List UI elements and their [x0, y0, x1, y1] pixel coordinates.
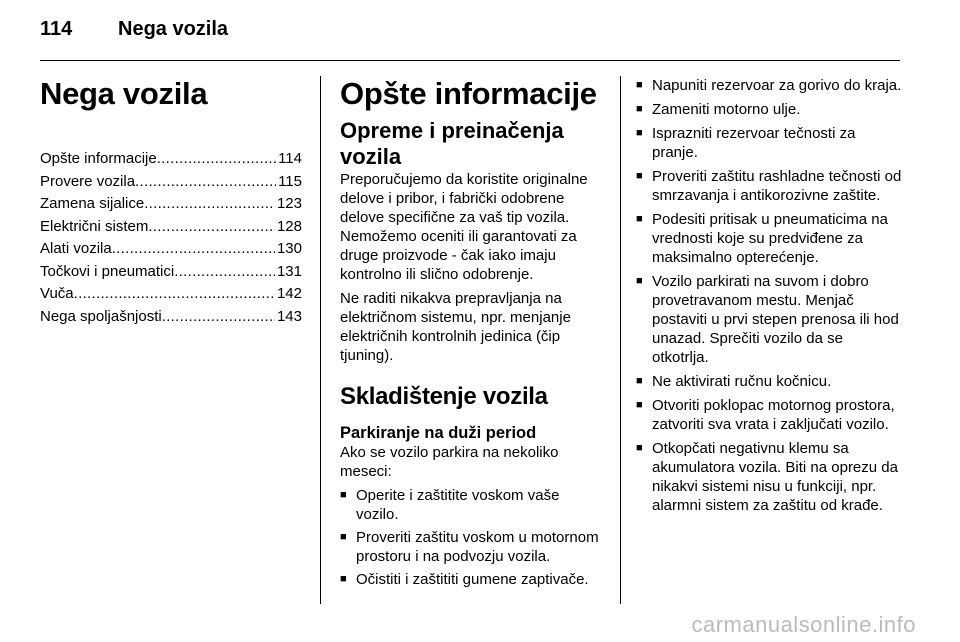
toc-leader: [112, 238, 275, 261]
toc-label: Provere vozila: [40, 172, 136, 190]
list-item: ■ Isprazniti rezervoar tečnosti za pranje.: [636, 124, 902, 162]
toc-label: Nega spoljašnjosti: [40, 307, 162, 325]
list-item: ■ Ne aktivirati ručnu kočnicu.: [636, 372, 902, 391]
general-info-column: [340, 76, 604, 593]
paragraph-electrical: Ne raditi nikakva prepravljanja na električnom sistemu, npr. menjanje električnih kontrolnih jedinica (čip tjuning).: [340, 290, 571, 364]
header-rule: [40, 60, 900, 61]
toc-leader: [157, 148, 276, 171]
list-item: ■ Proveriti zaštitu rashladne tečnosti od smrzavanja i antikorozivne zaštite.: [636, 167, 902, 205]
table-of-contents: [40, 148, 302, 328]
toc-page: 143: [276, 307, 302, 325]
storage-list: [340, 486, 604, 589]
list-item: ■ Vozilo parkirati na suvom i dobro provetravanom mestu. Menjač postaviti u prvi stepen prenosa ili hod unazad. Sprečiti vozilo da se otkotrlja.: [636, 272, 902, 367]
toc-entry[interactable]: [40, 171, 302, 194]
toc-page: 130: [276, 240, 302, 257]
list-item: ■ Očistiti i zaštititi gumene zaptivače.: [340, 570, 604, 589]
watermark: carmanualsonline.info: [691, 612, 916, 637]
list-item: ■ Operite i zaštitite voskom vaše vozilo.: [340, 486, 604, 524]
subsection-title-long-parking: Parkiranje na duži period: [340, 424, 537, 442]
toc-label: Vuča: [40, 285, 74, 302]
toc-leader: [148, 216, 275, 239]
toc-entry[interactable]: [40, 283, 302, 306]
toc-leader: [174, 261, 275, 284]
storage-list-column: [636, 76, 902, 520]
list-item: ■ Napuniti rezervoar za gorivo do kraja.: [636, 76, 902, 95]
toc-entry[interactable]: [40, 261, 302, 284]
toc-leader: [135, 171, 276, 194]
toc-entry[interactable]: [40, 306, 302, 329]
page-number: 114: [40, 18, 73, 40]
list-item: ■ Otkopčati negativnu klemu sa akumulatora vozila. Biti na oprezu da nikakvi sistemi nisu u funkciji, npr. alarmni sistem za zaštitu od krađe.: [636, 439, 902, 515]
toc-label: Točkovi i pneumatici: [40, 262, 175, 280]
list-item: ■ Proveriti zaštitu voskom u motornom prostoru i na podvozju vozila.: [340, 528, 604, 566]
running-header-title: Nega vozila: [118, 18, 229, 40]
toc-label: Opšte informacije: [40, 150, 157, 167]
storage-list-continued: [636, 76, 902, 515]
column-divider-1: [320, 76, 321, 604]
chapter-title: Nega vozila: [40, 76, 208, 111]
toc-entry[interactable]: [40, 238, 302, 261]
paragraph-original-parts: Preporučujemo da koristite originalne delove i pribor, i fabrički odobrene delove specifične za vaš tip vozila. Nemožemo oceniti ili garantovati za druge proizvode - čak iako imaju kontrolno ili slično odobrenje.: [340, 171, 588, 283]
toc-entry[interactable]: [40, 193, 302, 216]
toc-page: 131: [276, 262, 302, 280]
toc-column: [40, 76, 302, 328]
toc-leader: [74, 283, 275, 306]
subsection-title-equipment: Opreme i preinačenja vozila: [340, 118, 564, 169]
toc-page: 142: [276, 285, 302, 302]
toc-page: 123: [276, 195, 302, 212]
section-title: Opšte informacije: [340, 76, 597, 111]
toc-page: 114: [278, 150, 302, 167]
toc-label: Zamena sijalice: [40, 195, 145, 212]
column-divider-2: [620, 76, 621, 604]
list-item: ■ Zameniti motorno ulje.: [636, 100, 902, 119]
toc-label: Alati vozila: [40, 240, 112, 257]
toc-page: 115: [278, 172, 302, 190]
toc-entry[interactable]: [40, 148, 302, 171]
toc-label: Električni sistem: [40, 217, 149, 235]
toc-leader: [162, 306, 275, 329]
paragraph-intro: Ako se vozilo parkira na nekoliko meseci:: [340, 444, 559, 480]
toc-page: 128: [276, 217, 302, 235]
list-item: ■ Podesiti pritisak u pneumaticima na vrednosti koje su predviđene za maksimalno opterećenje.: [636, 210, 902, 267]
section-title-storage: Skladištenje vozila: [340, 383, 548, 410]
toc-entry[interactable]: [40, 216, 302, 239]
toc-leader: [144, 193, 275, 216]
list-item: ■ Otvoriti poklopac motornog prostora, zatvoriti sva vrata i zaključati vozilo.: [636, 396, 902, 434]
